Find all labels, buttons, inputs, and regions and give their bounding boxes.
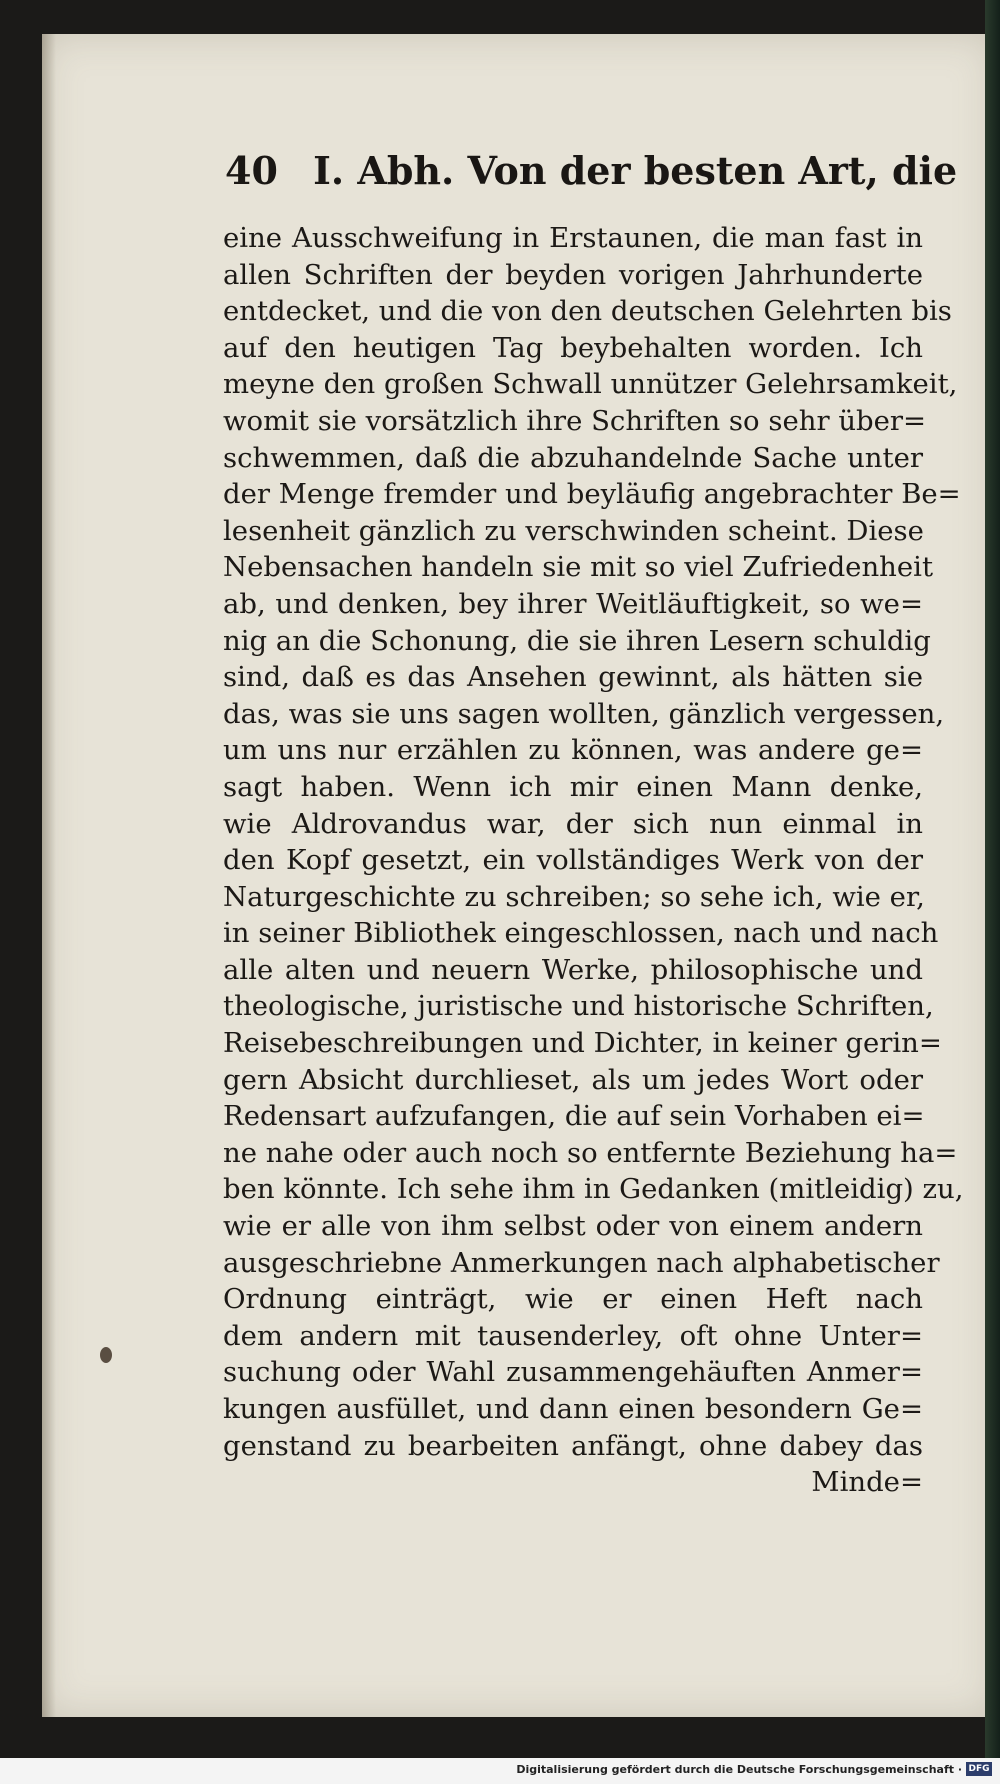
- text-line: alle alten und neuern Werke, philosophische und: [223, 953, 923, 986]
- text-line: das, was sie uns sagen wollten, gänzlich vergessen,: [223, 697, 945, 730]
- text-line: schwemmen, daß die abzuhandelnde Sache unter: [223, 441, 923, 474]
- text-line: den Kopf gesetzt, ein vollständiges Werk von der: [223, 844, 923, 877]
- text-line: allen Schriften der beyden vorigen Jahrhunderte: [223, 258, 923, 291]
- text-line: suchung oder Wahl zusammengehäuften Anmer=: [223, 1356, 923, 1389]
- digitization-credit: Digitalisierung gefördert durch die Deutsche Forschungsgemeinschaft ·: [516, 1763, 962, 1776]
- text-line: ab, und denken, bey ihrer Weitläuftigkeit, so we=: [223, 587, 923, 620]
- running-header: [225, 148, 958, 193]
- ink-spot-mark: [100, 1347, 112, 1363]
- text-line: Nebensachen handeln sie mit so viel Zufriedenheit: [223, 551, 933, 584]
- running-title: I. Abh. Von der besten Art, die: [313, 148, 958, 193]
- text-line: auf den heutigen Tag beybehalten worden. Ich: [223, 331, 923, 364]
- text-line: entdecket, und die von den deutschen Gelehrten bis: [223, 295, 952, 328]
- dfg-logo: DFG: [966, 1762, 992, 1776]
- page-number: 40: [225, 148, 278, 193]
- text-line: theologische, juristische und historische Schriften,: [223, 990, 934, 1023]
- text-line: dem andern mit tausenderley, oft ohne Unter=: [223, 1319, 923, 1352]
- text-line: um uns nur erzählen zu können, was andere ge=: [223, 734, 923, 767]
- text-line: Ordnung einträgt, wie er einen Heft nach: [223, 1283, 923, 1316]
- book-edge: [985, 0, 1000, 1784]
- text-line: meyne den großen Schwall unnützer Gelehrsamkeit,: [223, 368, 958, 401]
- text-line: Reisebeschreibungen und Dichter, in keiner gerin=: [223, 1027, 942, 1060]
- text-line: Minde=: [811, 1466, 923, 1499]
- text-line: nig an die Schonung, die sie ihren Lesern schuldig: [223, 624, 931, 657]
- text-line: wie Aldrovandus war, der sich nun einmal in: [223, 807, 923, 840]
- text-line: ben könnte. Ich sehe ihm in Gedanken (mitleidig) zu,: [223, 1173, 964, 1206]
- page-gutter-shadow: [42, 34, 56, 1717]
- text-line: eine Ausschweifung in Erstaunen, die man fast in: [223, 222, 923, 254]
- text-line: in seiner Bibliothek eingeschlossen, nach und nach: [223, 917, 939, 950]
- text-line: ausgeschriebne Anmerkungen nach alphabetischer: [223, 1246, 940, 1279]
- text-line: genstand zu bearbeiten anfängt, ohne dabey das: [223, 1429, 923, 1462]
- text-line: der Menge fremder und beyläufig angebrachter Be=: [223, 478, 961, 511]
- body-text: [223, 220, 964, 1501]
- text-line: kungen ausfüllet, und dann einen besondern Ge=: [223, 1393, 923, 1425]
- text-line: womit sie vorsätzlich ihre Schriften so sehr über=: [223, 404, 927, 437]
- text-line: Redensart aufzufangen, die auf sein Vorhaben ei=: [223, 1100, 925, 1133]
- text-line: Naturgeschichte zu schreiben; so sehe ich, wie er,: [223, 880, 925, 913]
- text-line: sagt haben. Wenn ich mir einen Mann denke,: [223, 770, 923, 803]
- text-line: ne nahe oder auch noch so entfernte Beziehung ha=: [223, 1136, 958, 1169]
- text-line: wie er alle von ihm selbst oder von einem andern: [223, 1210, 923, 1243]
- text-line: sind, daß es das Ansehen gewinnt, als hätten sie: [223, 661, 923, 694]
- text-line: gern Absicht durchlieset, als um jedes Wort oder: [223, 1063, 923, 1096]
- text-line: lesenheit gänzlich zu verschwinden scheint. Diese: [223, 514, 924, 547]
